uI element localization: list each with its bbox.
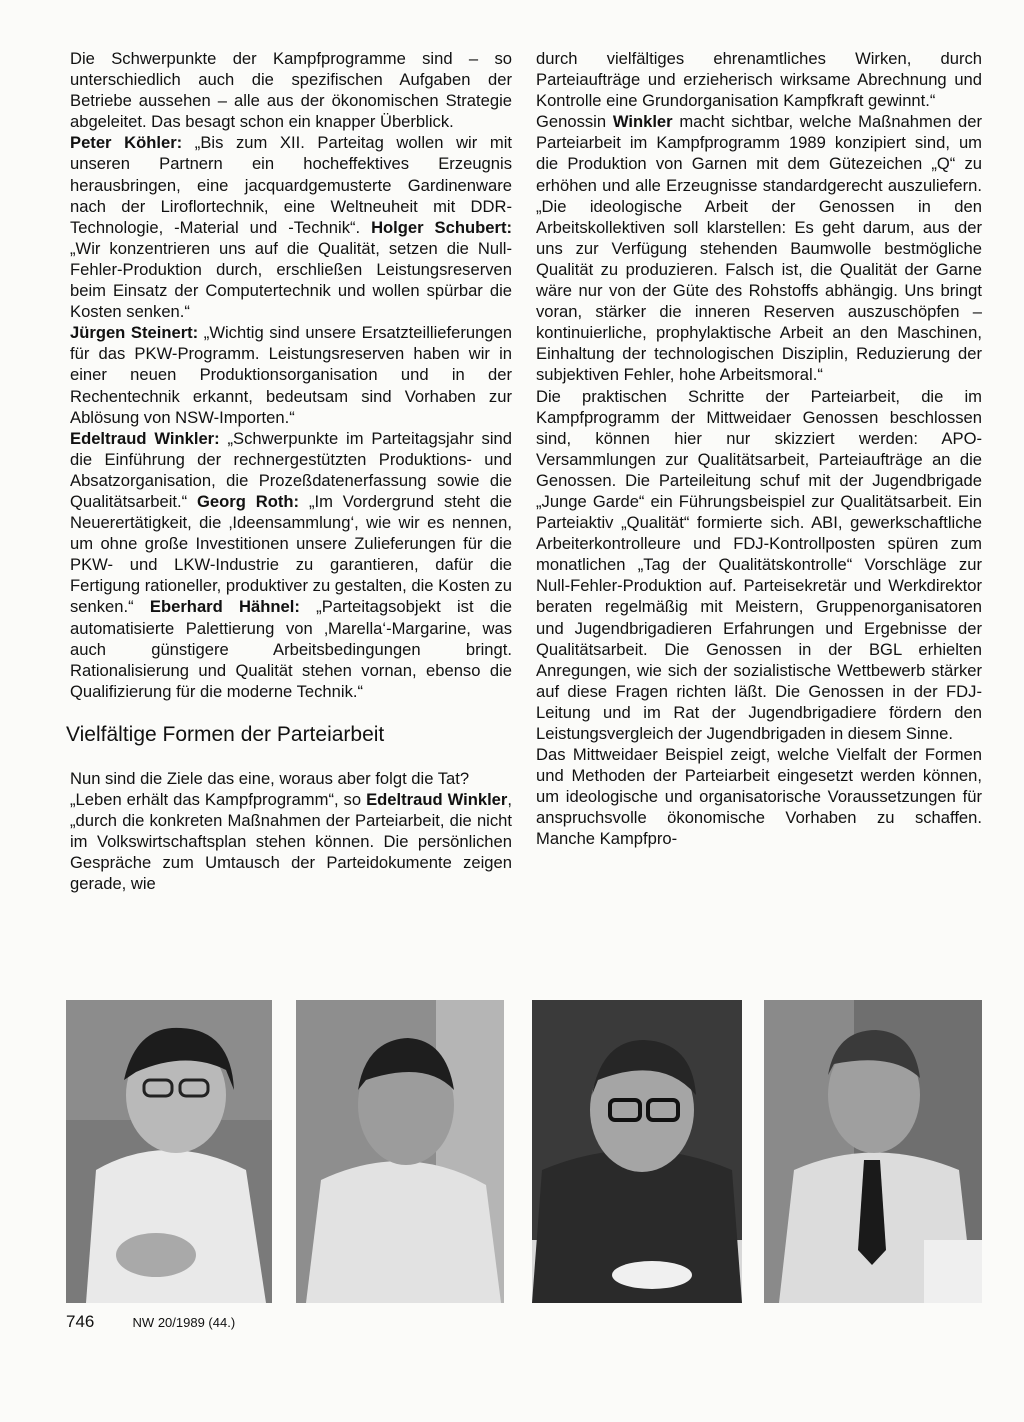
left-column <box>66 48 512 894</box>
paragraph-leben <box>70 789 512 894</box>
quote-schubert: „Wir konzentrieren uns auf die Qualität, setzen die Null-Fehler-Produktion durch, erschließen Leistungsreserven beim Einsatz der Computertechnik und wollen spürbar die Kosten senken.“ <box>70 238 512 322</box>
issue-label: NW 20/1989 (44.) <box>132 1315 236 1330</box>
paragraph-mittweida-example: Das Mittweidaer Beispiel zeigt, welche Vielfalt der Formen und Methoden der Parteiarbeit eingesetzt werden können, um ideologische und organisatorische Voraussetzungen für anspruchsvolle ökonomische Vorhaben zu schaffen. Manche Kampfpro- <box>536 745 982 849</box>
speaker-winkler: Edeltraud Winkler: <box>70 428 220 448</box>
speaker-haehnel: Eberhard Hähnel: <box>149 597 300 617</box>
page-footer <box>66 1313 235 1332</box>
leben-text-b: , „durch die konkreten Maßnahmen der Parteiarbeit, die nicht im Volkswirtschaftsplan stehen können. Die persönlichen Gespräche zum Umtausch der Parteidokumente zeigen gerade, wie <box>70 790 512 894</box>
quote-roth: „Im Vordergrund steht die Neuerertätigkeit, die ‚Ideensammlung‘, wie wir es nennen, um ohne große Investitionen unsere Zulieferungen für die PKW- und LKW-Industrie zu garantieren, dafür die Fertigung rationeller, produktiver zu gestalten, die Kosten zu senken.“ <box>70 491 512 617</box>
quote-koehler: „Bis zum XII. Parteitag wollen wir mit unseren Partnern ein hocheffektives Erzeugnis herausbringen, eine jacquardgemusterte Gardinenware nach der Liroflortechnik, eine Weltneuheit mit DDR-Technologie, -Material und -Technik“. <box>70 133 512 237</box>
photo-man-glasses <box>532 1000 742 1303</box>
right-column <box>536 48 982 850</box>
leben-text-a: „Leben erhält das Kampfprogramm“, so <box>70 790 367 809</box>
paragraph-steinert <box>70 322 512 427</box>
quote-haehnel: „Parteitagsobjekt ist die automatisierte Palettierung von ‚Marella‘-Margarine, was auch günstigere Arbeitsbedingungen bringt. Rationalisierung und Qualität stehen vornan, ebenso die Qualifizierung für die moderne Technik.“ <box>70 597 512 701</box>
photo-man-shirt <box>296 1000 504 1303</box>
section-heading: Vielfältige Formen der Parteiarbeit <box>66 722 385 746</box>
paragraph-winkler-measures <box>536 111 982 385</box>
speaker-winkler-2: Edeltraud Winkler <box>366 790 508 809</box>
paragraph-winkler-roth-haehnel <box>70 428 512 702</box>
paragraph-statements <box>70 132 512 322</box>
winkler-text-b: macht sichtbar, welche Maßnahmen der Parteiarbeit im Kampfprogramm 1989 konzipiert sind, um die Produktion von Garnen mit dem Gütezeichen „Q“ zu erhöhen und alle Erzeugnisse standardgerecht auszuliefern. „Die ideologische Arbeit der Genossen in den Arbeitskollektiven soll klarstellen: Es geht darum, aus der uns zur Verfügung stehenden Baumwolle bestmögliche Qualität zu produzieren. Falsch ist, die Qualität der Garne wäre nur von der Güte des Rohstoffs abhängig. Uns bringt voran, stärker die inneren Reserven auszuschöpfen – kontinuierliche, prophylaktische Arbeit an den Maschinen, Einhaltung der technologischen Disziplin, Reduzierung der subjektiven Fehler, hohe Arbeitsmoral.“ <box>536 112 982 385</box>
winkler-text-a: Genossin <box>536 112 613 132</box>
paragraph-question: Nun sind die Ziele das eine, woraus aber folgt die Tat? <box>70 768 470 788</box>
paragraph-continuation: durch vielfältiges ehrenamtliches Wirken, durch Parteiaufträge und erzieherisch wirksame Abrechnung und Kontrolle eine Grundorganisation Kampfkraft gewinnt.“ <box>536 49 982 111</box>
photo-strip <box>66 1000 982 1303</box>
quote-winkler: „Schwerpunkte im Parteitagsjahr sind die Einführung der rechnergestützten Produktions- und Absatzorganisation, die Prozeßdatenerfassung sowie die Qualitätsarbeit.“ <box>70 428 512 511</box>
photo-woman <box>66 1000 272 1303</box>
paragraph-intro: Die Schwerpunkte der Kampfprogramme sind – so unterschiedlich auch die spezifischen Aufgaben der Betriebe aussehen – alle aus der ökonomischen Strategie abgeleitet. Das besagt schon ein knapper Überblick. <box>70 49 512 132</box>
photo-man-tie <box>764 1000 982 1303</box>
quote-steinert: „Wichtig sind unsere Ersatzteillieferungen für das PKW-Programm. Leistungsreserven haben wir in einer neuen Produktionsorganisation und in der Rechentechnik erkannt, bedeutsam sind Vorhaben zur Ablösung von NSW-Importen.“ <box>70 323 512 427</box>
speaker-roth: Georg Roth: <box>197 491 300 511</box>
page-number: 746 <box>66 1312 95 1331</box>
paragraph-practical-steps: Die praktischen Schritte der Parteiarbeit, die im Kampfprogramm der Mittweidaer Genossen beschlossen sind, können hier nur skizziert werden: APO-Versammlungen zur Qualitätsarbeit, Parteiaufträge an die Genossen. Die Parteileitung schuf mit der Jugendbrigade „Junge Garde“ ein Führungsbeispiel zur Qualitätsarbeit. Ein Parteiaktiv „Qualität“ formierte sich. ABI, gewerkschaftliche Arbeiterkontrolleure und FDJ-Kontrollposten spüren zum monatlichen „Tag der Qualitätskontrolle“ Vorschläge zur Null-Fehler-Produktion auf. Parteisekretär und Werkdirektor beraten regelmäßig mit Meistern, Gruppenorganisatoren und Jugendbrigadieren Erfahrungen und Ergebnisse der Qualitätsarbeit. Die Genossen in der BGL erhielten Anregungen, wie sich der sozialistische Wettbewerb stärker auf diese Fragen richten läßt. Die Genossen in der FDJ-Leitung und im Rat der Jugendbrigadiere fördern den Leistungsvergleich der Jugendbrigaden in diesem Sinne. <box>536 386 982 743</box>
speaker-winkler-3: Winkler <box>612 112 673 132</box>
speaker-steinert: Jürgen Steinert: <box>70 323 199 343</box>
speaker-schubert: Holger Schubert: <box>371 217 512 237</box>
speaker-koehler: Peter Köhler: <box>70 133 183 153</box>
